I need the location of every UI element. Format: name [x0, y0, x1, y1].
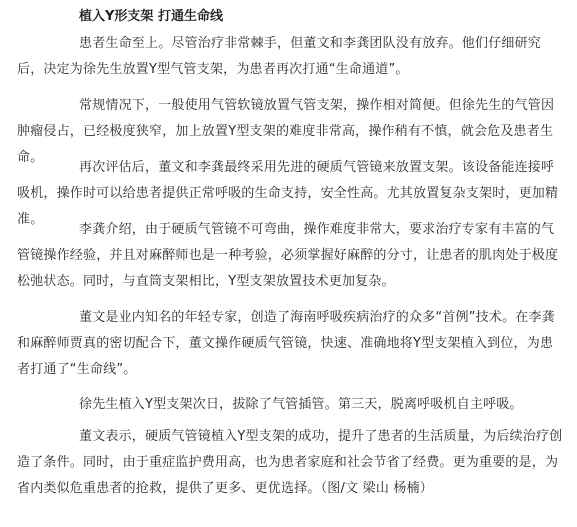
- article-paragraph: 患者生命至上。尽管治疗非常棘手，但董文和李龚团队没有放弃。他们仔细研究后，决定为徐先生放置Y型气管支架，为患者再次打通“生命通道”。: [17, 36, 542, 77]
- article-paragraph: 董文表示，硬质气管镜植入Y型支架的成功，提升了患者的生活质量，为后续治疗创造了条件。同时，由于重症监护费用高，也为患者家庭和社会节省了经费。更为重要的是，为省内类似危重患者的抢救，提供了更多、更优选择。（图/文 梁山 杨楠）: [17, 429, 563, 496]
- article-paragraph: 常规情况下，一般使用气管软镜放置气管支架，操作相对简便。但徐先生的气管因肿瘤侵占，已经极度狭窄，加上放置Y型支架的难度非常高，操作稍有不慎，就会危及患者生命。: [17, 98, 555, 165]
- article-headline: 植入Y形支架 打通生命线: [79, 9, 223, 24]
- article-paragraph: 再次评估后，董文和李龚最终采用先进的硬质气管镜来放置支架。该设备能连接呼吸机，操作时可以给患者提供正常呼吸的生命支持，安全性高。尤其放置复杂支架时，更加精准。: [17, 160, 559, 227]
- article-paragraph: 徐先生植入Y型支架次日，拔除了气管插管。第三天，脱离呼吸机自主呼吸。: [79, 397, 523, 412]
- article-paragraph: 董文是业内知名的年轻专家，创造了海南呼吸疾病治疗的众多“首例”技术。在李龚和麻醉师贾真的密切配合下，董文操作硬质气管镜，快速、准确地将Y型支架植入到位，为患者打通了“生命线”。: [17, 310, 555, 377]
- article-paragraph: 李龚介绍，由于硬质气管镜不可弯曲，操作难度非常大，要求治疗专家有丰富的气管镜操作经验，并且对麻醉师也是一种考验，必须掌握好麻醉的分寸，让患者的肌肉处于极度松弛状态。同时，与直筒支架相比，Y型支架放置技术更加复杂。: [17, 222, 559, 289]
